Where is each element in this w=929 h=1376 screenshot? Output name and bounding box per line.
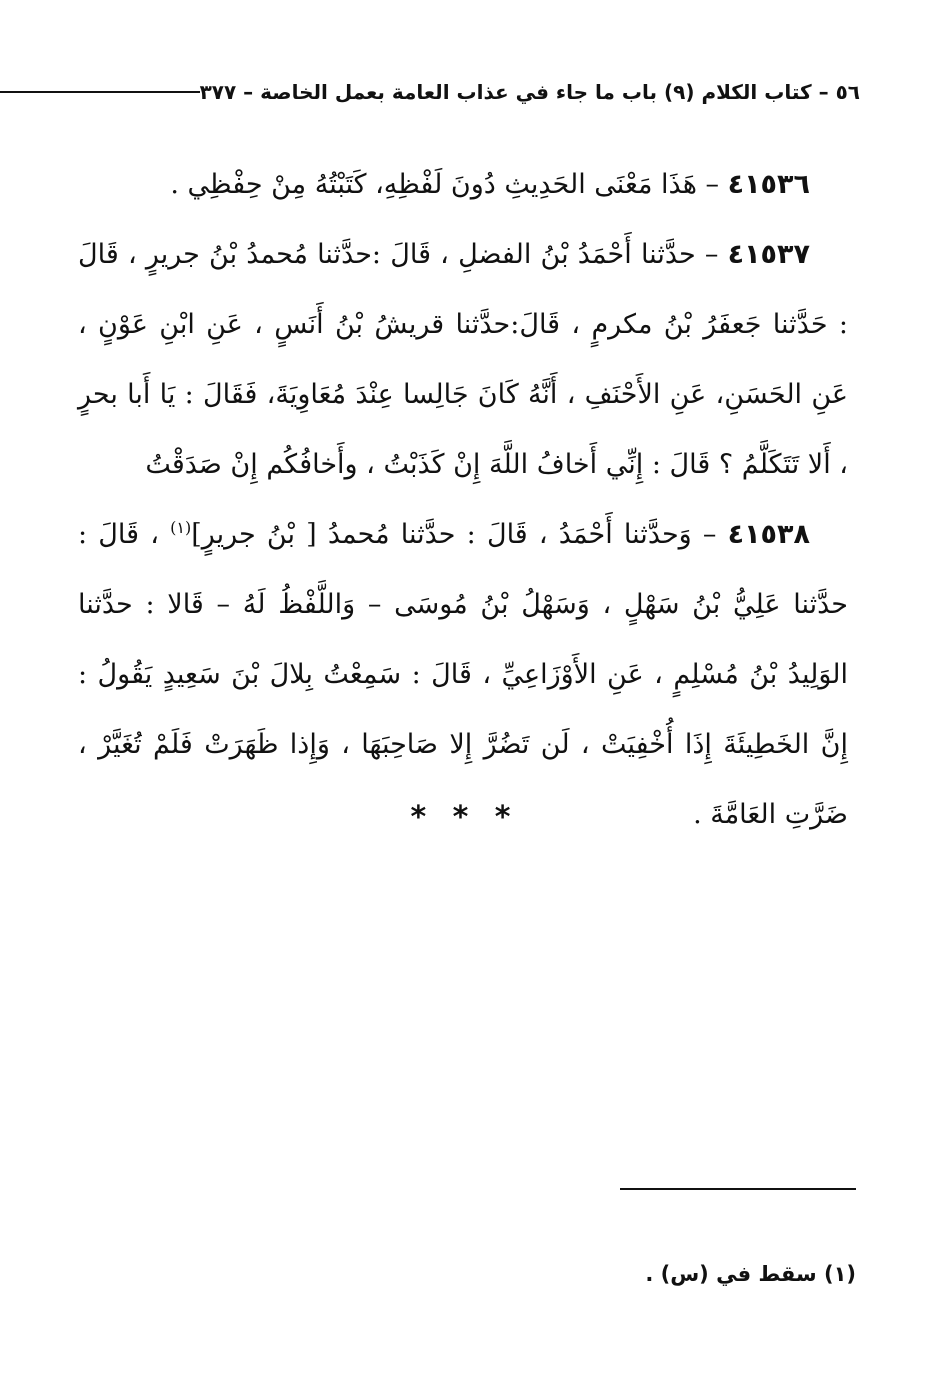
hadith-text: – حدَّثنا أَحْمَدُ بْنُ الفضلِ ، قَالَ :حدَّثنا مُحمدُ بْنُ جريرٍ ، قَالَ : حَدَّثنا جَعفَرُ بْنُ مكرمٍ ، قَالَ:حدَّثنا قريشُ بْنُ أَنَسٍ ، عَنِ ابْنِ عَوْنٍ ، عَنِ الحَسَنِ، عَنِ الأَحْنَفِ ، أَنَّهُ كَانَ جَالِسا عِنْدَ مُعَاوِيَةَ، فَقَالَ : يَا أَبا بحرٍ ، أَلا تَتَكَلَّمُ ؟ قَالَ : إِنِّي أَخافُ اللَّهَ إِنْ كَذَبْتُ ، وأَخافُكُم إِنْ صَدَقْتُ <box>78 239 848 480</box>
footnote-reference: (١) <box>170 518 192 537</box>
footnote-rule <box>620 1188 856 1190</box>
hadith-text: – هَذَا مَعْنَى الحَدِيثِ دُونَ لَفْظِهِ، كَتَبْتُهُ مِنْ حِفْظِي . <box>170 169 728 200</box>
hadith-number: ٤١٥٣٧ <box>727 239 810 270</box>
hadith-paragraph <box>78 500 848 850</box>
hadith-paragraph <box>78 150 848 220</box>
main-text <box>78 150 848 850</box>
hadith-number: ٤١٥٣٦ <box>727 169 810 200</box>
hadith-text-continued: ، قَالَ : حدَّثنا عَلِيُّ بْنُ سَهْلٍ ، وَسَهْلُ بْنُ مُوسَى – وَاللَّفْظُ لَهُ – قَالا : حدَّثنا الوَلِيدُ بْنُ مُسْلِمٍ ، عَنِ الأَوْزَاعِيِّ ، قَالَ : سَمِعْتُ بِلالَ بْنَ سَعِيدٍ يَقُولُ : إِنَّ الخَطِيئَةَ إِذَا أُخْفِيَتْ ، لَن تَضُرَّ إِلا صَاحِبَهَا ، وَإِذا ظَهَرَتْ فَلَمْ تُغَيَّرْ ، ضَرَّتِ العَامَّةَ . <box>78 519 848 830</box>
footnote: (١) سقط في (س) . <box>645 1262 856 1286</box>
section-separator: * * * <box>410 800 519 835</box>
hadith-paragraph <box>78 220 848 500</box>
running-header <box>70 72 860 112</box>
header-rule <box>0 91 200 93</box>
hadith-text: – وَحدَّثنا أَحْمَدُ ، قَالَ : حدَّثنا مُحمدُ [ بْنُ جريرٍ] <box>191 519 728 550</box>
running-title: ٥٦ – كتاب الكلام (٩) باب ما جاء في عذاب العامة بعمل الخاصة – ٣٧٧ <box>199 80 860 104</box>
hadith-number: ٤١٥٣٨ <box>727 519 810 550</box>
